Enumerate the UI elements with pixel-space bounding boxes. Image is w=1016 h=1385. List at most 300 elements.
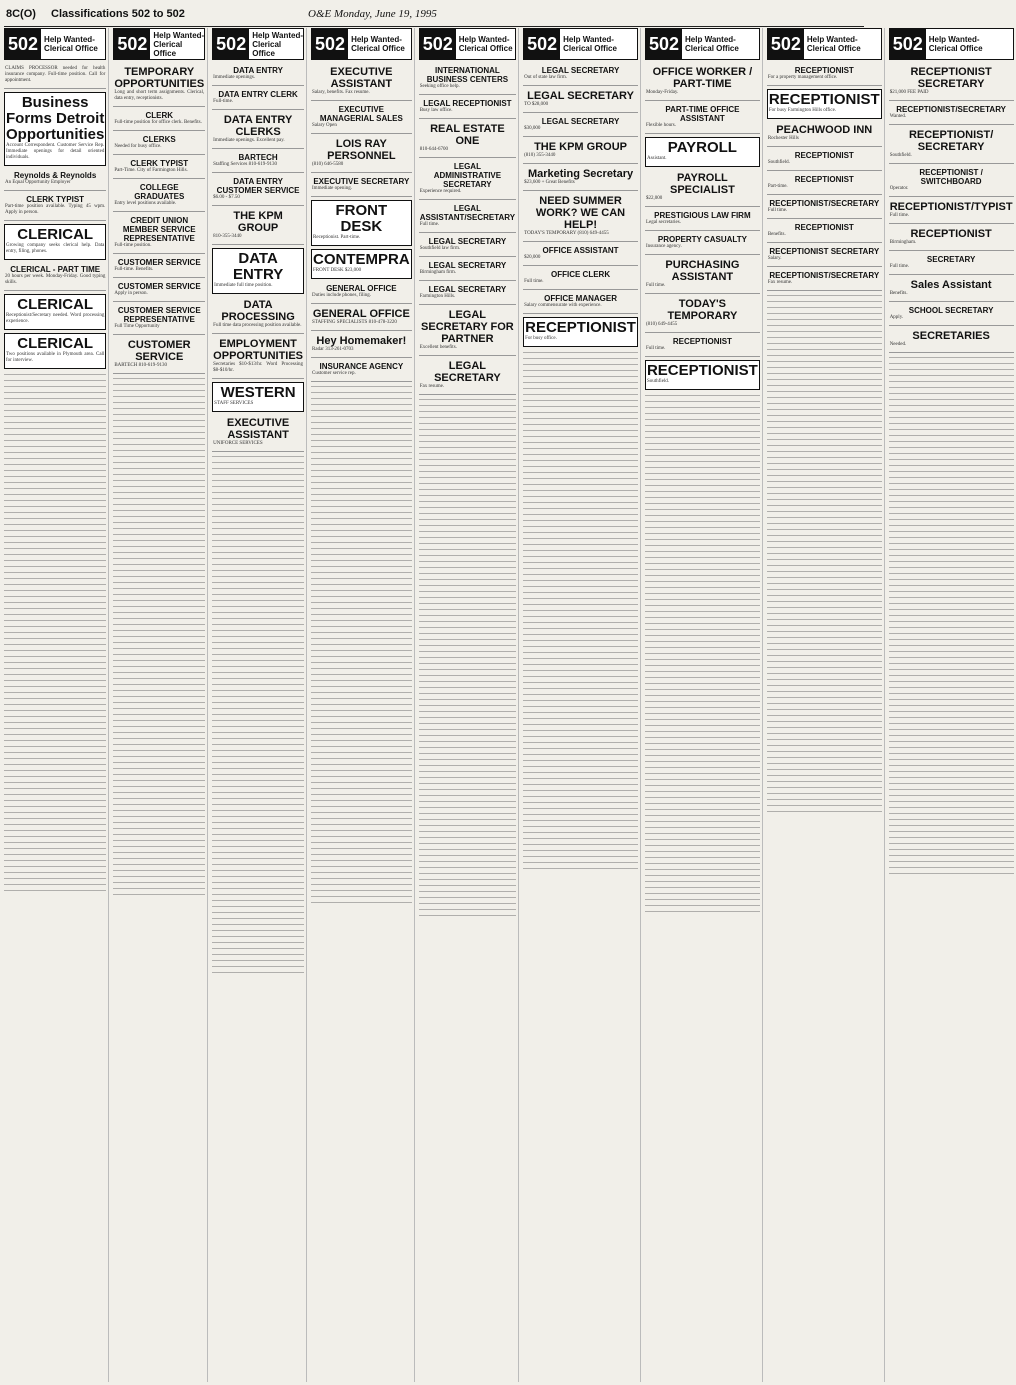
ad-body: Assistant.: [646, 156, 667, 161]
classified-ad: [212, 297, 304, 334]
classified-ad: [212, 415, 304, 452]
ad-heading: RECEPTIONIST/SECRETARY: [769, 199, 880, 208]
ad-body: STAFF SERVICES: [214, 401, 254, 406]
ad-heading: Sales Assistant: [910, 279, 992, 291]
ad-heading: RECEPTIONIST SECRETARY: [910, 66, 992, 90]
classified-ad: [113, 64, 205, 107]
classified-ad: [4, 263, 106, 291]
ad-heading: LEGAL RECEPTIONIST: [423, 99, 512, 108]
classified-ad: [645, 209, 760, 231]
classified-ad: [113, 133, 205, 155]
section-header: [212, 28, 304, 60]
classified-ad: [419, 97, 516, 119]
ad-heading: TEMPORARY OPPORTUNITIES: [114, 66, 205, 90]
column-5: [419, 28, 519, 1382]
ad-body: $22,000: [645, 196, 663, 201]
ad-heading: LEGAL SECRETARY FOR PARTNER: [421, 309, 514, 345]
ad-heading: PAYROLL: [667, 139, 737, 156]
ad-body: $30,000: [524, 126, 541, 131]
section-header-title: Help Wanted- Clerical Office: [458, 35, 513, 53]
ad-heading: OFFICE MANAGER: [544, 294, 617, 303]
ad-body: Full time.: [889, 264, 910, 269]
ad-heading: SCHOOL SECRETARY: [908, 306, 994, 315]
ad-heading: SECRETARY: [926, 255, 976, 264]
ad-heading: OFFICE WORKER / PART-TIME: [652, 66, 753, 90]
ad-body: Insurance agency.: [645, 244, 682, 249]
classified-ad: [113, 157, 205, 179]
ad-body: $6.00 - $7.50: [213, 195, 240, 200]
ad-heading: CLERKS: [142, 135, 176, 144]
classifieds-columns: [4, 28, 1013, 1382]
ad-body: Part-Time. City of Farmington Hills.: [114, 168, 188, 173]
ad-body: Excellent benefits.: [419, 345, 457, 350]
ad-heading: OFFICE ASSISTANT: [542, 246, 619, 255]
ad-heading: LEGAL SECRETARY: [428, 237, 507, 246]
classified-ad: [523, 88, 638, 113]
ad-heading: CLERICAL - PART TIME: [10, 265, 101, 274]
classified-ad: [645, 233, 760, 255]
ad-heading: TODAY'S TEMPORARY: [667, 298, 738, 322]
ad-body: Southfield.: [767, 160, 790, 165]
classified-ad: [645, 170, 760, 207]
ad-body: Southfield.: [889, 153, 912, 158]
classified-ad: [889, 226, 1014, 251]
ad-heading: RECEPTIONIST: [794, 151, 854, 160]
ad-body: Receptionist/Secretary needed. Word processing experience.: [6, 313, 105, 324]
ad-body: Fax resume.: [419, 384, 445, 389]
classified-ad: [523, 139, 638, 164]
classified-ad: [4, 294, 106, 330]
ad-body: Salary commensurate with experience.: [524, 303, 602, 308]
classified-ad: [419, 307, 516, 356]
ad-heading: NEED SUMMER WORK? WE CAN HELP!: [535, 195, 626, 231]
ad-body: Experience required.: [419, 189, 462, 194]
classified-ad: [113, 304, 205, 335]
classified-ad: [645, 296, 760, 333]
ad-body: Secretaries $10-$13/hr. Word Processing $8-$10/hr.: [213, 362, 304, 373]
column-6: [523, 28, 641, 1382]
classified-ad: [767, 64, 882, 86]
ad-body: For busy Farmington Hills office.: [768, 108, 837, 113]
ad-heading: FRONT DESK: [335, 202, 388, 235]
classified-ad: [645, 103, 760, 134]
ad-body: 20 hours per week. Monday-Friday. Good typing skills.: [5, 274, 106, 285]
ad-heading: RECEPTIONIST/ SECRETARY: [908, 129, 994, 153]
ad-body: Entry level positions available.: [114, 201, 177, 206]
ad-body: Full time.: [524, 279, 544, 284]
section-header: [767, 28, 882, 60]
classified-ad: [4, 169, 106, 191]
classified-ad: [311, 306, 412, 331]
section-number: 502: [5, 29, 41, 59]
ad-body: (810) 646-5580: [312, 162, 344, 167]
ad-body: Benefits.: [889, 291, 908, 296]
ad-body: STAFFING SPECIALISTS 810-478-3220: [312, 320, 397, 325]
classified-ad: [113, 109, 205, 131]
ad-heading: CREDIT UNION MEMBER SERVICE REPRESENTATIVE: [122, 216, 196, 243]
ad-body: An Equal Opportunity Employer: [5, 180, 71, 185]
ad-heading: LEGAL SECRETARY: [428, 285, 507, 294]
ad-heading: CUSTOMER SERVICE: [127, 339, 191, 363]
ad-body: Part-time position available. Typing 45 wpm. Apply in person.: [5, 204, 106, 215]
classified-ad: [889, 64, 1014, 101]
ad-body: Salary, benefits. Fax resume.: [312, 90, 370, 95]
classified-ad: [889, 103, 1014, 125]
classified-ad: [113, 337, 205, 374]
ad-heading: LEGAL SECRETARY: [527, 90, 634, 102]
classified-ad: [767, 269, 882, 291]
ad-body: Fax resume.: [767, 280, 793, 285]
ad-heading: RECEPTIONIST: [794, 175, 854, 184]
classified-ad: [523, 115, 638, 137]
ad-body: Monday-Friday.: [645, 90, 679, 95]
classified-ad: [311, 175, 412, 197]
ad-heading: LEGAL ASSISTANT/SECRETARY: [419, 204, 516, 222]
ad-heading: DATA ENTRY: [232, 250, 284, 283]
ad-body: Full time.: [767, 208, 788, 213]
section-header-title: Help Wanted- Clerical Office: [252, 30, 304, 58]
ad-body: Benefits.: [767, 232, 786, 237]
ad-heading: RECEPTIONIST/SECRETARY: [769, 271, 880, 280]
classified-ad: [311, 282, 412, 304]
classified-ad: [212, 64, 304, 86]
classified-ad: [419, 121, 516, 158]
ad-body: For a property management office.: [767, 75, 838, 80]
ad-body: Immediate opening.: [312, 186, 353, 191]
ad-body: Legal secretaries.: [645, 220, 681, 225]
classified-ad: [311, 64, 412, 101]
ad-heading: CLERICAL: [17, 296, 94, 313]
ad-body: TO $28,000: [524, 102, 549, 107]
section-header-title: Help Wanted- Clerical Office: [806, 35, 861, 53]
ad-heading: RECEPTIONIST/TYPIST: [889, 201, 1013, 213]
ad-heading: LEGAL SECRETARY: [541, 117, 620, 126]
ad-heading: RECEPTIONIST SECRETARY: [769, 247, 880, 256]
classified-ad: [212, 112, 304, 149]
ad-heading: RECEPTIONIST / SWITCHBOARD: [919, 168, 983, 186]
ad-body: Seeking office help.: [419, 84, 460, 89]
classified-ad: [645, 360, 760, 390]
ad-body: Apply.: [889, 315, 904, 320]
column-9: [889, 28, 1016, 1382]
ad-heading: Hey Homemaker!: [316, 335, 407, 347]
classified-ad: [113, 181, 205, 212]
ad-body: CLAIMS PROCESSOR needed for health insurance company. Full-time position. Call for appointment.: [5, 66, 106, 83]
classified-ad: [212, 208, 304, 245]
classified-ad: [311, 103, 412, 134]
classified-ad: [767, 221, 882, 243]
ad-heading: EMPLOYMENT OPPORTUNITIES: [213, 338, 304, 362]
section-header-title: Help Wanted- Clerical Office: [928, 35, 983, 53]
classified-ad: [419, 259, 516, 281]
ad-body: Full time.: [645, 283, 666, 288]
classified-ad: [311, 333, 412, 358]
ad-heading: LEGAL SECRETARY: [434, 360, 501, 384]
ad-heading: EXECUTIVE MANAGERIAL SALES: [319, 105, 403, 123]
ad-body: FRONT DESK $23,000: [313, 268, 362, 273]
classified-ad: [212, 248, 304, 294]
ad-body: Flexible hours.: [645, 123, 676, 128]
ad-heading: RECEPTIONIST: [910, 228, 992, 240]
section-title: Classifications 502 to 502: [51, 8, 185, 20]
ad-heading: PURCHASING ASSISTANT: [665, 259, 740, 283]
ad-heading: LEGAL SECRETARY: [541, 66, 620, 75]
classified-ad: [212, 151, 304, 173]
section-header: [645, 28, 760, 60]
classified-ad: [212, 88, 304, 110]
ad-heading: DATA ENTRY CLERK: [218, 90, 298, 99]
ad-body: TODAY'S TEMPORARY (810) 649-4455: [524, 231, 609, 236]
ad-body: Part-time.: [767, 184, 788, 189]
classified-ad: [212, 336, 304, 379]
classified-ad: [889, 304, 1014, 326]
ad-heading: EXECUTIVE ASSISTANT: [330, 66, 393, 90]
column-1: [4, 28, 109, 1382]
ad-body: Two positions available in Plymouth area. Call for interview.: [6, 352, 105, 363]
classified-ad: [645, 257, 760, 294]
section-header-title: Help Wanted- Clerical Office: [153, 30, 205, 58]
ad-heading: DATA ENTRY: [233, 66, 283, 75]
classified-ad: [889, 127, 1014, 164]
classified-ad: [419, 235, 516, 257]
classified-ad: [889, 253, 1014, 275]
classified-ad: [645, 64, 760, 101]
ad-heading: COLLEGE GRADUATES: [134, 183, 185, 201]
classified-ad: [113, 280, 205, 302]
ad-body: Full time data processing position available.: [213, 323, 302, 328]
ad-body: Wanted.: [889, 114, 907, 119]
ad-body: Immediate openings. Excellent pay.: [213, 138, 285, 143]
ad-body: Immediate full time position.: [214, 283, 273, 288]
ad-body: Operator.: [889, 186, 909, 191]
ad-heading: OFFICE CLERK: [550, 270, 611, 279]
ad-heading: CLERK TYPIST: [26, 195, 85, 204]
ad-body: Long and short term assignments. Clerical, data entry, receptionists.: [114, 90, 205, 101]
fine-print: [212, 454, 304, 974]
ad-body: Birmingham.: [889, 240, 917, 245]
ad-body: Full time.: [419, 222, 440, 227]
ad-body: Full-time. Benefits.: [114, 267, 154, 272]
classified-ad: [645, 335, 760, 357]
ad-body: For busy office.: [525, 336, 557, 341]
classified-ad: [311, 136, 412, 173]
ad-body: 810-644-6700: [419, 147, 449, 152]
classified-ad: [523, 268, 638, 290]
ad-heading: RECEPTIONIST: [794, 66, 854, 75]
classified-ad: [4, 64, 106, 89]
ad-heading: LEGAL SECRETARY: [428, 261, 507, 270]
classified-ad: [311, 249, 412, 279]
fine-print: [419, 397, 516, 917]
section-number: 502: [213, 29, 249, 59]
classified-ad: [889, 277, 1014, 302]
fine-print: [767, 293, 882, 813]
ad-heading: THE KPM GROUP: [233, 210, 283, 234]
ad-body: Needed.: [889, 342, 907, 347]
ad-heading: DATA ENTRY CLERKS: [223, 114, 293, 138]
section-number: 502: [524, 29, 560, 59]
ad-body: Out of state law firm.: [524, 75, 568, 80]
ad-heading: EXECUTIVE SECRETARY: [313, 177, 410, 186]
ad-heading: LOIS RAY PERSONNEL: [327, 138, 396, 162]
column-8: [767, 28, 885, 1382]
column-4: [311, 28, 415, 1382]
classified-ad: [767, 197, 882, 219]
section-number: 502: [646, 29, 682, 59]
classified-ad: [523, 193, 638, 242]
ad-body: (810) 649-4455: [645, 322, 678, 327]
ad-heading: EXECUTIVE ASSISTANT: [226, 417, 290, 441]
ad-body: Duties include phones, filing.: [312, 293, 372, 298]
ad-heading: PAYROLL SPECIALIST: [670, 172, 735, 196]
ad-body: $20,000: [524, 255, 541, 260]
ad-heading: CLERICAL: [17, 226, 94, 243]
ad-body: Needed for busy office.: [114, 144, 162, 149]
ad-heading: CLERICAL: [17, 335, 94, 352]
ad-heading: LEGAL ADMINISTRATIVE SECRETARY: [433, 162, 502, 189]
fine-print: [523, 350, 638, 870]
classified-ad: [523, 64, 638, 86]
ad-heading: INSURANCE AGENCY: [319, 362, 404, 371]
ad-heading: DATA PROCESSING: [221, 299, 295, 323]
ad-heading: WESTERN: [220, 384, 296, 401]
classified-ad: [645, 137, 760, 167]
section-header-title: Help Wanted- Clerical Office: [563, 35, 617, 53]
ad-body: Customer service rep.: [312, 371, 356, 376]
fine-print: [113, 376, 205, 896]
section-header: [4, 28, 106, 60]
classified-ad: [4, 224, 106, 260]
classified-ad: [523, 166, 638, 191]
ad-body: Southfield.: [646, 379, 670, 384]
ad-heading: PROPERTY CASUALTY: [657, 235, 747, 244]
ad-body: $21,000 FEE PAID: [889, 90, 929, 95]
ad-heading: RECEPTIONIST: [525, 319, 636, 336]
fine-print: [645, 393, 760, 913]
section-number: 502: [768, 29, 804, 59]
section-header: [523, 28, 638, 60]
ad-body: Full time.: [645, 346, 666, 351]
classified-ad: [767, 149, 882, 171]
fine-print: [4, 372, 106, 892]
section-header: [113, 28, 205, 60]
fine-print: [311, 384, 412, 904]
ad-heading: RECEPTIONIST: [794, 223, 854, 232]
ad-body: $23,600 + Great Benefits: [524, 180, 575, 185]
ad-heading: RECEPTIONIST/SECRETARY: [896, 105, 1007, 114]
ad-body: Growing company seeks clerical help. Data entry, filing, phones.: [6, 243, 105, 254]
ad-heading: CONTEMPRA: [313, 251, 410, 268]
ad-body: Farmington Hills.: [419, 294, 456, 299]
ad-body: Full Time Opportunity: [114, 324, 160, 329]
classified-ad: [212, 175, 304, 206]
classified-ad: [523, 292, 638, 314]
ad-heading: THE KPM GROUP: [534, 141, 627, 153]
ad-body: Radar 313-261-0703: [312, 347, 354, 352]
classified-ad: [419, 64, 516, 95]
ad-heading: RECEPTIONIST: [672, 337, 732, 346]
fine-print: [889, 355, 1014, 875]
classified-ad: [113, 256, 205, 278]
ad-heading: BARTECH: [238, 153, 278, 162]
ad-heading: Business Forms Detroit Opportunities: [6, 94, 105, 143]
ad-body: Account Correspondent. Customer Service Rep. Immediate openings for detail oriented individuals.: [6, 143, 105, 160]
ad-heading: REAL ESTATE ONE: [430, 123, 505, 147]
classified-ad: [311, 360, 412, 382]
classified-ad: [889, 199, 1014, 224]
section-number: 502: [312, 29, 348, 59]
ad-heading: CUSTOMER SERVICE REPRESENTATIVE: [117, 306, 201, 324]
section-number: 502: [890, 29, 926, 59]
ad-body: Salary Open: [312, 123, 337, 128]
classified-ad: [523, 317, 638, 347]
classified-ad: [4, 92, 106, 166]
classified-ad: [767, 89, 882, 119]
ad-body: Full-time.: [213, 99, 234, 104]
ad-heading: CUSTOMER SERVICE: [117, 258, 201, 267]
section-header: [889, 28, 1014, 60]
classified-ad: [212, 382, 304, 412]
ad-heading: DATA ENTRY CUSTOMER SERVICE: [216, 177, 300, 195]
classified-ad: [419, 160, 516, 200]
classified-ad: [4, 333, 106, 369]
section-header-title: Help Wanted- Clerical Office: [44, 35, 98, 53]
ad-body: Full time.: [889, 213, 910, 218]
classified-ad: [419, 283, 516, 305]
ad-heading: Reynolds & Reynolds: [14, 171, 97, 180]
section-header-title: Help Wanted- Clerical Office: [351, 35, 405, 53]
classified-ad: [4, 193, 106, 221]
ad-body: Full-time position for office clerk. Benefits.: [114, 120, 202, 125]
ad-body: Southfield law firm.: [419, 246, 461, 251]
ad-body: UNIFORCE SERVICES: [213, 441, 263, 446]
classified-ad: [311, 200, 412, 246]
ad-body: Immediate openings.: [213, 75, 256, 80]
ad-heading: CLERK TYPIST: [130, 159, 189, 168]
ad-body: Apply in person.: [114, 291, 148, 296]
ad-heading: INTERNATIONAL BUSINESS CENTERS: [426, 66, 509, 84]
ad-body: 810-355-3440: [213, 234, 242, 239]
classified-ad: [767, 245, 882, 267]
classified-ad: [523, 244, 638, 266]
ad-heading: CUSTOMER SERVICE: [117, 282, 201, 291]
column-2: [113, 28, 208, 1382]
section-header: [419, 28, 516, 60]
ad-heading: CLERK: [145, 111, 174, 120]
classified-ad: [889, 166, 1014, 197]
ad-heading: GENERAL OFFICE: [312, 308, 410, 320]
ad-body: (810) 355-3440: [524, 153, 556, 158]
page-number: 8C(O): [6, 8, 36, 20]
ad-heading: PEACHWOOD INN: [776, 124, 873, 136]
column-7: [645, 28, 763, 1382]
ad-heading: RECEPTIONIST: [768, 91, 880, 108]
classified-ad: [419, 202, 516, 233]
masthead: [4, 4, 864, 27]
column-3: [212, 28, 307, 1382]
classified-ad: [889, 328, 1014, 353]
section-header: [311, 28, 412, 60]
ad-heading: Marketing Secretary: [527, 168, 634, 180]
ad-body: BARTECH 810-619-9130: [114, 363, 167, 368]
ad-body: Full-time position.: [114, 243, 152, 248]
ad-heading: PART-TIME OFFICE ASSISTANT: [665, 105, 740, 123]
ad-body: Salary.: [767, 256, 782, 261]
ad-body: Rochester Hills: [767, 136, 799, 141]
ad-body: Receptionist. Part-time.: [313, 235, 361, 240]
masthead-left: [6, 8, 197, 20]
classified-ad: [113, 214, 205, 254]
